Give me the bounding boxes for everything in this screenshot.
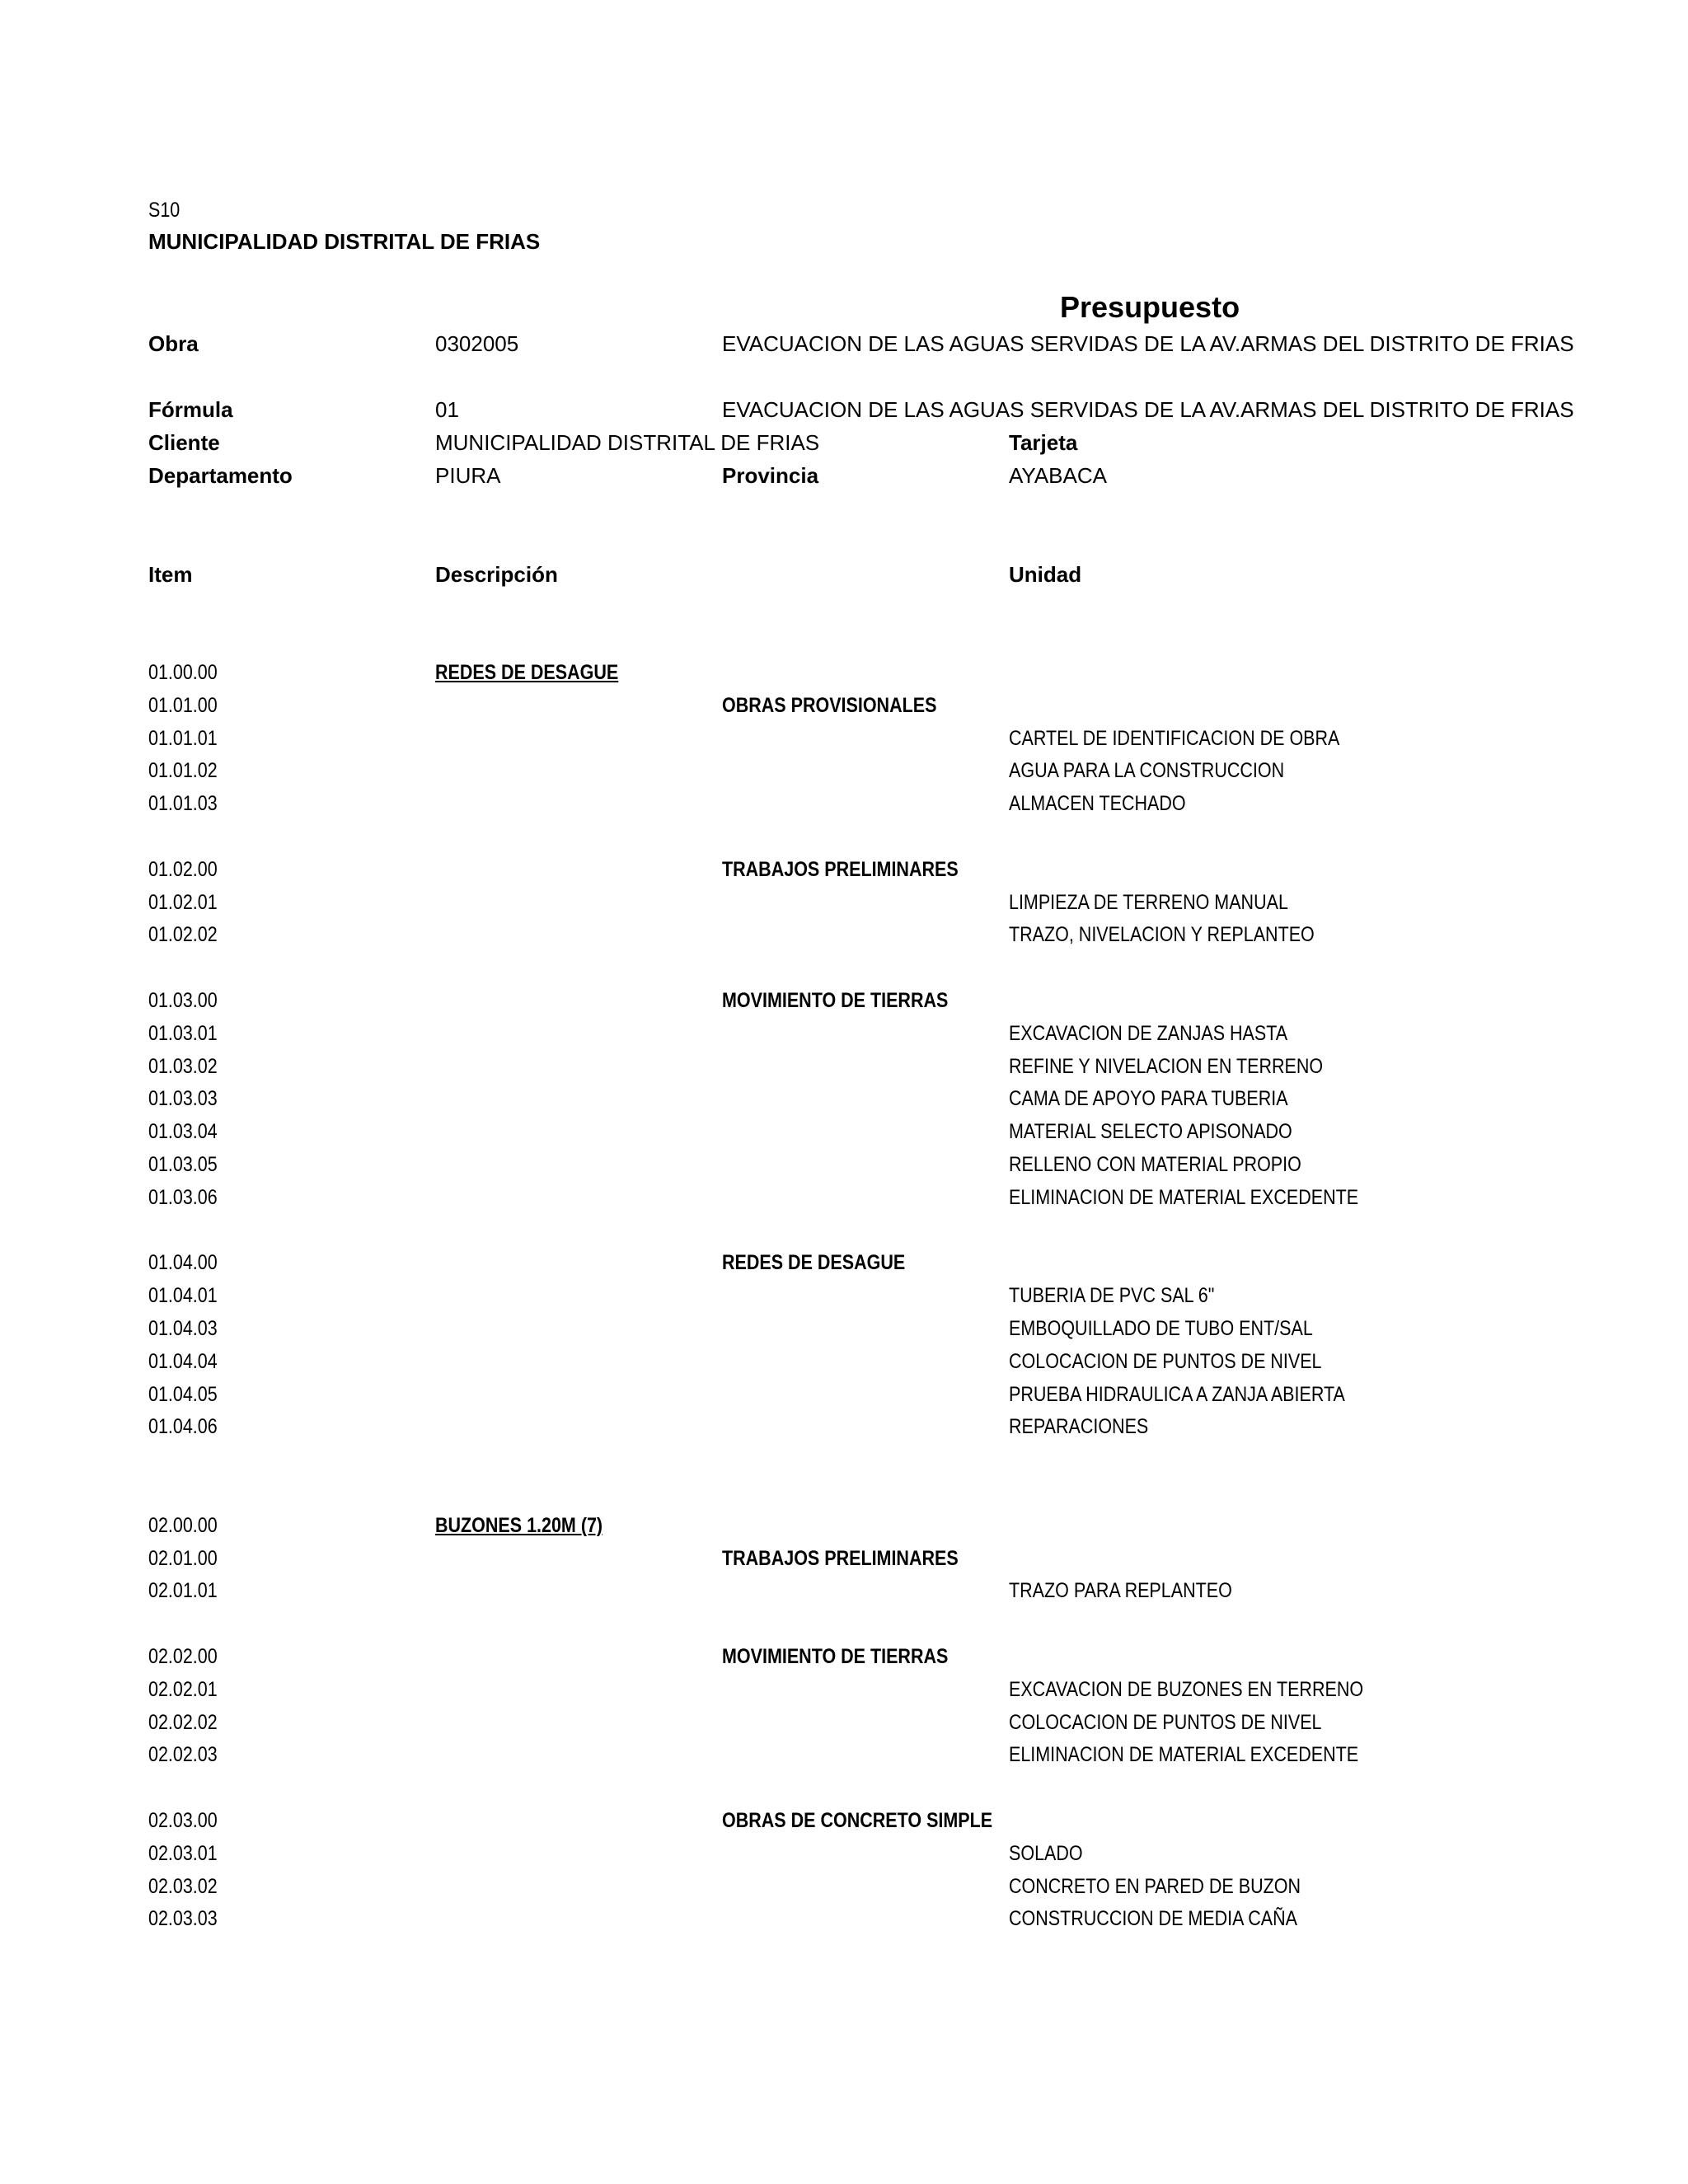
row-item-code: 01.00.00 bbox=[148, 661, 218, 684]
row-item-code: 01.01.01 bbox=[148, 727, 218, 750]
row-item-code: 01.01.03 bbox=[148, 792, 218, 815]
row-description-text: LIMPIEZA DE TERRENO MANUAL bbox=[1009, 891, 1288, 914]
row-item-code: 02.03.03 bbox=[148, 1907, 218, 1930]
row-section-title bbox=[435, 1514, 1294, 1544]
row-description-text: TRABAJOS PRELIMINARES bbox=[722, 1547, 959, 1570]
row-description bbox=[1009, 1842, 1294, 1872]
row-item-code: 01.04.06 bbox=[148, 1415, 218, 1438]
row-section-title bbox=[722, 1547, 1294, 1577]
row-description bbox=[1009, 1317, 1313, 1347]
cliente-value: MUNICIPALIDAD DISTRITAL DE FRIAS bbox=[435, 430, 820, 455]
page-title: Presupuesto bbox=[1060, 290, 1240, 324]
column-header-descripcion: Descripción bbox=[435, 562, 558, 587]
row-item-code: 02.01.00 bbox=[148, 1547, 218, 1570]
row-description-text: MOVIMIENTO DE TIERRAS bbox=[722, 1645, 949, 1668]
row-item-code: 01.02.00 bbox=[148, 858, 218, 881]
row-description-text: MOVIMIENTO DE TIERRAS bbox=[722, 989, 949, 1012]
row-item-code: 01.02.02 bbox=[148, 923, 218, 946]
row-item-code: 01.03.04 bbox=[148, 1120, 218, 1143]
row-description-text: COLOCACION DE PUNTOS DE NIVEL bbox=[1009, 1350, 1322, 1373]
row-item-code: 02.03.01 bbox=[148, 1842, 218, 1865]
row-item-code: 01.03.05 bbox=[148, 1153, 218, 1176]
row-description bbox=[1009, 1579, 1294, 1609]
row-item-code: 02.02.02 bbox=[148, 1711, 218, 1734]
row-section-title bbox=[722, 694, 1294, 724]
row-item-code: 01.02.01 bbox=[148, 891, 218, 914]
row-section-title bbox=[722, 1809, 1294, 1839]
row-description-text: TUBERIA DE PVC SAL 6" bbox=[1009, 1284, 1215, 1307]
row-section-title bbox=[722, 1645, 1294, 1675]
row-description bbox=[1009, 923, 1315, 953]
row-item-code: 01.03.02 bbox=[148, 1055, 218, 1078]
system-code: S10 bbox=[148, 199, 181, 222]
row-description bbox=[1009, 1087, 1294, 1117]
row-item-code: 01.04.05 bbox=[148, 1383, 218, 1406]
row-item-code: 01.04.04 bbox=[148, 1350, 218, 1373]
row-section-title bbox=[722, 1251, 1294, 1281]
obra-label: Obra bbox=[148, 331, 199, 356]
row-description bbox=[1009, 1415, 1294, 1445]
tarjeta-label: Tarjeta bbox=[1009, 430, 1078, 455]
formula-label: Fórmula bbox=[148, 397, 233, 422]
row-description bbox=[1009, 1120, 1294, 1150]
row-description bbox=[1009, 891, 1294, 921]
row-description-text: PRUEBA HIDRAULICA A ZANJA ABIERTA bbox=[1009, 1383, 1345, 1406]
row-description-text: REDES DE DESAGUE bbox=[722, 1251, 906, 1274]
row-description-text: TRABAJOS PRELIMINARES bbox=[722, 858, 959, 881]
cliente-label: Cliente bbox=[148, 430, 220, 455]
row-item-code: 02.02.00 bbox=[148, 1645, 218, 1668]
provincia-label: Provincia bbox=[722, 463, 819, 488]
row-description-text: CONCRETO EN PARED DE BUZON bbox=[1009, 1875, 1301, 1898]
row-item-code: 01.01.02 bbox=[148, 759, 218, 782]
formula-code: 01 bbox=[435, 397, 459, 422]
row-description-text: BUZONES 1.20M (7) bbox=[435, 1514, 603, 1537]
row-description bbox=[1009, 1022, 1294, 1052]
row-description-text: ELIMINACION DE MATERIAL EXCEDENTE bbox=[1009, 1186, 1359, 1209]
row-section-title bbox=[722, 858, 1294, 888]
row-description-text: REDES DE DESAGUE bbox=[435, 661, 619, 684]
row-description-text: CARTEL DE IDENTIFICACION DE OBRA bbox=[1009, 727, 1340, 750]
row-description-text: AGUA PARA LA CONSTRUCCION bbox=[1009, 759, 1285, 782]
row-description bbox=[1009, 759, 1294, 789]
row-description bbox=[1009, 1875, 1301, 1905]
row-description bbox=[1009, 1350, 1322, 1380]
row-item-code: 01.03.03 bbox=[148, 1087, 218, 1110]
row-description-text: ALMACEN TECHADO bbox=[1009, 792, 1186, 815]
row-description bbox=[1009, 1743, 1359, 1773]
row-description-text: TRAZO, NIVELACION Y REPLANTEO bbox=[1009, 923, 1315, 946]
row-description-text: EXCAVACION DE BUZONES EN TERRENO bbox=[1009, 1678, 1364, 1701]
row-item-code: 02.01.01 bbox=[148, 1579, 218, 1602]
row-description-text: CAMA DE APOYO PARA TUBERIA bbox=[1009, 1087, 1288, 1110]
row-description bbox=[1009, 1153, 1301, 1183]
row-section-title bbox=[435, 661, 1294, 691]
row-item-code: 01.03.06 bbox=[148, 1186, 218, 1209]
row-item-code: 01.04.00 bbox=[148, 1251, 218, 1274]
company-name: MUNICIPALIDAD DISTRITAL DE FRIAS bbox=[148, 229, 541, 254]
row-description-text: EMBOQUILLADO DE TUBO ENT/SAL bbox=[1009, 1317, 1313, 1340]
formula-description: EVACUACION DE LAS AGUAS SERVIDAS DE LA AV.ARMAS DEL DISTRITO DE FRIAS bbox=[722, 397, 1574, 422]
row-item-code: 01.04.03 bbox=[148, 1317, 218, 1340]
row-description-text: SOLADO bbox=[1009, 1842, 1083, 1865]
row-description-text: ELIMINACION DE MATERIAL EXCEDENTE bbox=[1009, 1743, 1359, 1766]
row-description-text: MATERIAL SELECTO APISONADO bbox=[1009, 1120, 1292, 1143]
row-item-code: 02.00.00 bbox=[148, 1514, 218, 1537]
row-description bbox=[1009, 1711, 1322, 1741]
row-item-code: 02.03.02 bbox=[148, 1875, 218, 1898]
row-description-text: REFINE Y NIVELACION EN TERRENO bbox=[1009, 1055, 1324, 1078]
row-description-text: RELLENO CON MATERIAL PROPIO bbox=[1009, 1153, 1301, 1176]
row-description bbox=[1009, 1383, 1345, 1413]
departamento-label: Departamento bbox=[148, 463, 293, 488]
row-description-text: REPARACIONES bbox=[1009, 1415, 1149, 1438]
row-description-text: OBRAS PROVISIONALES bbox=[722, 694, 937, 717]
row-description-text: CONSTRUCCION DE MEDIA CAÑA bbox=[1009, 1907, 1298, 1930]
row-description bbox=[1009, 792, 1294, 822]
row-description bbox=[1009, 1907, 1298, 1937]
row-description-text: OBRAS DE CONCRETO SIMPLE bbox=[722, 1809, 993, 1832]
obra-code: 0302005 bbox=[435, 331, 519, 356]
obra-description: EVACUACION DE LAS AGUAS SERVIDAS DE LA AV.ARMAS DEL DISTRITO DE FRIAS bbox=[722, 331, 1574, 356]
row-item-code: 01.01.00 bbox=[148, 694, 218, 717]
row-description bbox=[1009, 727, 1340, 757]
provincia-value: AYABACA bbox=[1009, 463, 1107, 488]
row-section-title bbox=[722, 989, 1294, 1019]
row-description-text: EXCAVACION DE ZANJAS HASTA bbox=[1009, 1022, 1288, 1045]
row-item-code: 01.03.00 bbox=[148, 989, 218, 1012]
row-description bbox=[1009, 1186, 1359, 1216]
row-description bbox=[1009, 1055, 1324, 1085]
row-item-code: 01.03.01 bbox=[148, 1022, 218, 1045]
row-description-text: COLOCACION DE PUNTOS DE NIVEL bbox=[1009, 1711, 1322, 1734]
row-item-code: 02.02.01 bbox=[148, 1678, 218, 1701]
row-item-code: 02.02.03 bbox=[148, 1743, 218, 1766]
row-item-code: 01.04.01 bbox=[148, 1284, 218, 1307]
column-header-item: Item bbox=[148, 562, 193, 587]
row-description-text: TRAZO PARA REPLANTEO bbox=[1009, 1579, 1232, 1602]
row-description bbox=[1009, 1284, 1294, 1314]
column-header-unidad: Unidad bbox=[1009, 562, 1082, 587]
row-description bbox=[1009, 1678, 1364, 1708]
departamento-value: PIURA bbox=[435, 463, 501, 488]
row-item-code: 02.03.00 bbox=[148, 1809, 218, 1832]
